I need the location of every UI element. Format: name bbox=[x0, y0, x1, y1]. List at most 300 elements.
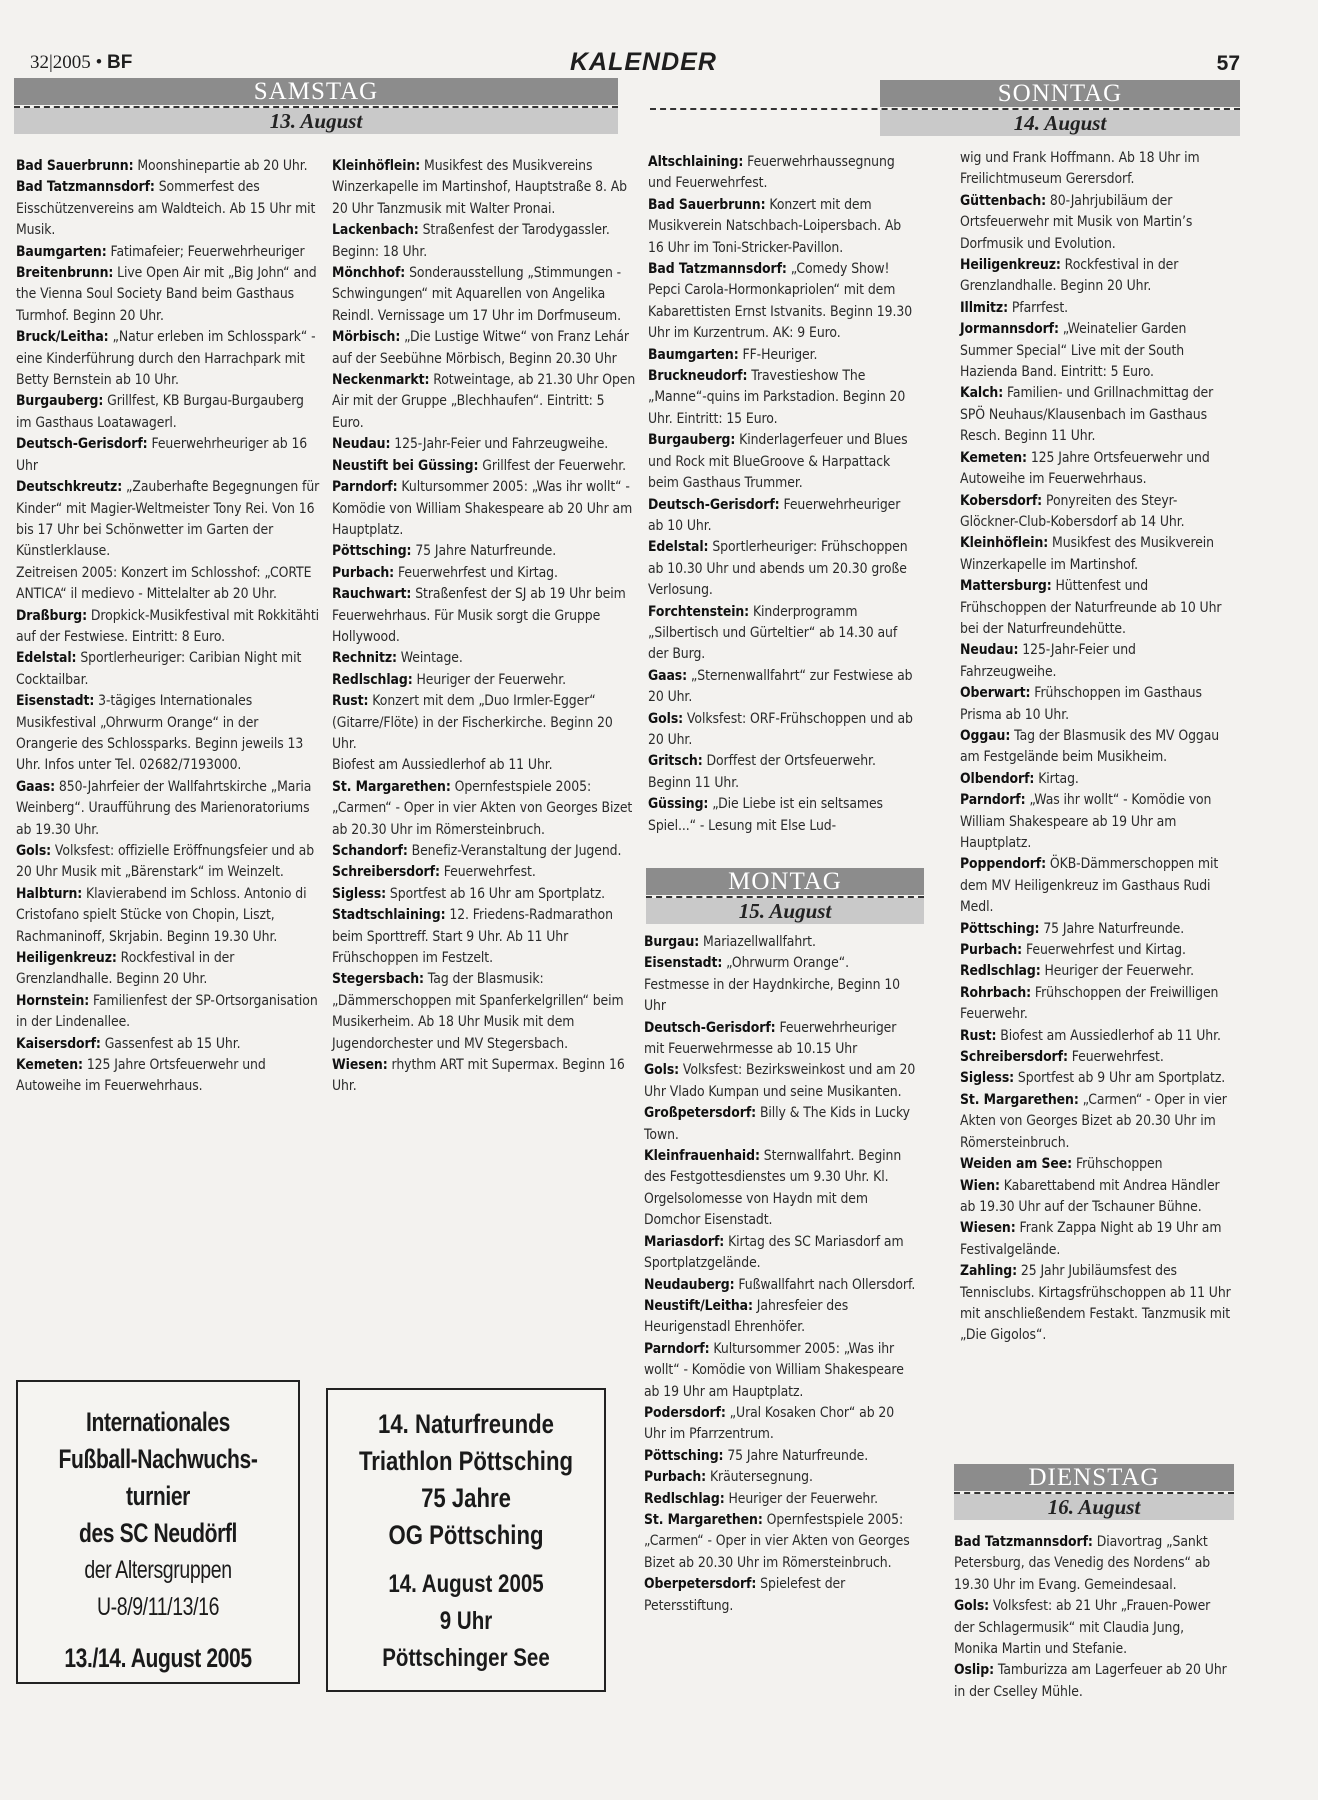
event-place: Mörbisch: bbox=[332, 329, 401, 346]
event-entry bbox=[332, 563, 637, 584]
event-place: Gaas: bbox=[648, 667, 688, 684]
event-description: „Comedy Show! Pepci Carola-Hormonkapriolen“ mit dem Kabarettisten Ernst Istvanits. Beginn 19.30 Uhr im Kurzentrum. AK: 9 Euro. bbox=[648, 261, 913, 342]
event-entry bbox=[644, 1060, 917, 1103]
event-description: Feuerwehrfest. bbox=[1067, 1049, 1164, 1066]
event-description: Heuriger der Feuerwehr. bbox=[1040, 963, 1195, 980]
event-description: Tag der Blasmusik des MV Oggau am Festgelände beim Musikheim. bbox=[960, 727, 1220, 766]
event-place: Baumgarten: bbox=[16, 243, 107, 260]
event-entry bbox=[332, 841, 637, 862]
event-description: Familien- und Grillnachmittag der SPÖ Neuhaus/Klausenbach im Gasthaus Resch. Beginn 11 Uhr. bbox=[960, 385, 1214, 445]
event-place: Pöttsching: bbox=[644, 1447, 724, 1464]
event-description: Mariazellwallfahrt. bbox=[699, 934, 816, 950]
event-description: Volksfest: ORF-Frühschoppen und ab 20 Uhr. bbox=[648, 710, 913, 748]
ad-date: 14. August 2005 bbox=[388, 1570, 544, 1598]
event-description: Pfarrfest. bbox=[1007, 299, 1069, 316]
event-description: Feuerwehrfest. bbox=[439, 864, 536, 881]
event-entry bbox=[332, 584, 637, 648]
event-place: Bruck/Leitha: bbox=[16, 329, 109, 346]
ad-line: 14. Naturfreunde bbox=[378, 1409, 554, 1439]
day-name: MONTAG bbox=[646, 868, 924, 895]
event-description: „Ohrwurm Orange“. Festmesse in der Haydnkirche, Beginn 10 Uhr bbox=[644, 955, 901, 1015]
event-entry bbox=[960, 533, 1235, 576]
event-place: Edelstal: bbox=[16, 650, 77, 667]
event-entry bbox=[332, 1055, 637, 1098]
event-entry bbox=[960, 1176, 1235, 1219]
event-place: Parndorf: bbox=[644, 1340, 710, 1357]
day-date: 16. August bbox=[954, 1494, 1234, 1520]
event-description: Tag der Blasmusik: „Dämmerschoppen mit Spanferkelgrillen“ beim Musikerheim. Ab 18 Uhr Musik mit dem Jugendorchester und MV Stegersbach. bbox=[332, 971, 624, 1052]
event-place: Neckenmarkt: bbox=[332, 372, 430, 389]
event-description: Biofest am Aussiedlerhof ab 11 Uhr. bbox=[332, 757, 553, 774]
sunday-column-1 bbox=[648, 152, 916, 837]
day-date: 14. August bbox=[880, 110, 1240, 136]
event-entry bbox=[16, 884, 321, 948]
event-place: Rohrbach: bbox=[960, 984, 1032, 1001]
event-place: Sigless: bbox=[332, 885, 387, 902]
event-entry bbox=[332, 905, 637, 969]
event-place: Eisenstadt: bbox=[644, 955, 723, 972]
event-place: Halbturn: bbox=[16, 885, 83, 902]
event-entry bbox=[16, 156, 321, 177]
event-entry bbox=[960, 640, 1235, 683]
event-description: Rockfestival in der Grenzlandhalle. Beginn 20 Uhr. bbox=[960, 257, 1179, 295]
event-entry bbox=[332, 370, 637, 434]
event-description: Weintage. bbox=[396, 650, 463, 667]
event-description: 125 Jahre Ortsfeuerwehr und Autoweihe im Feuerwehrhaus. bbox=[960, 449, 1210, 488]
event-description: Moonshinepartie ab 20 Uhr. bbox=[133, 158, 308, 174]
event-place: Draßburg: bbox=[16, 607, 87, 624]
event-place: Gols: bbox=[16, 843, 52, 859]
event-description: Opernfestspiele 2005: „Carmen“ - Oper in vier Akten von Georges Bizet ab 20.30 Uhr im Römersteinbruch. bbox=[644, 1511, 910, 1571]
event-entry bbox=[16, 991, 321, 1034]
event-entry bbox=[332, 263, 637, 327]
day-name: DIENSTAG bbox=[954, 1464, 1234, 1491]
ad-time: 9 Uhr bbox=[439, 1607, 493, 1635]
event-entry bbox=[332, 862, 637, 883]
event-entry bbox=[960, 919, 1235, 940]
event-entry bbox=[16, 606, 321, 649]
event-place: Oberwart: bbox=[960, 685, 1031, 702]
event-place: Deutsch-Gerisdorf: bbox=[16, 436, 148, 453]
event-entry bbox=[644, 932, 917, 953]
event-description: 75 Jahre Naturfreunde. bbox=[723, 1447, 869, 1464]
event-description: Tamburizza am Lagerfeuer ab 20 Uhr in der Cselley Mühle. bbox=[954, 1662, 1227, 1700]
event-entry bbox=[16, 177, 321, 241]
page-number: 57 bbox=[1216, 52, 1240, 75]
event-description: „Ural Kosaken Chor“ ab 20 Uhr im Pfarrzentrum. bbox=[644, 1404, 895, 1443]
event-description: „Die Liebe ist ein seltsames Spiel...“ - Lesung mit Else Lud- bbox=[648, 796, 883, 834]
event-description: Straßenfest der SJ ab 19 Uhr beim Feuerwehrhaus. Für Musik sorgt die Gruppe Hollywood. bbox=[332, 586, 626, 645]
event-description: Spielefest der Petersstiftung. bbox=[644, 1576, 846, 1614]
event-entry bbox=[332, 477, 637, 541]
event-place: St. Margarethen: bbox=[960, 1091, 1079, 1108]
event-place: Purbach: bbox=[332, 564, 395, 581]
tuesday-banner bbox=[954, 1464, 1234, 1522]
event-place: Kobersdorf: bbox=[960, 492, 1043, 509]
event-place: Großpetersdorf: bbox=[644, 1105, 757, 1122]
ad-line: des SC Neudörfl bbox=[79, 1518, 237, 1548]
event-description: Volksfest: ab 21 Uhr „Frauen-Power der Schlagermusik“ mit Claudia Jung, Monika Martin und Stefanie. bbox=[954, 1598, 1211, 1658]
event-entry bbox=[16, 327, 321, 391]
event-description: Fußwallfahrt nach Ollersdorf. bbox=[734, 1276, 916, 1293]
sunday-banner bbox=[650, 80, 1240, 138]
event-description: Dorffest der Ortsfeuerwehr. Beginn 11 Uhr. bbox=[648, 753, 876, 791]
event-entry bbox=[332, 648, 637, 669]
event-description: Konzert mit dem Musikverein Natschbach-Loipersbach. Ab 16 Uhr im Toni-Stricker-Pavillon. bbox=[648, 196, 902, 256]
event-description: „Zauberhafte Begegnungen für Kinder“ mit Magier-Weltmeister Tony Rei. Von 16 bis 17 Uhr bei Schönwetter im Garten der Künstlerklause. bbox=[16, 479, 320, 560]
event-entry bbox=[960, 854, 1235, 918]
event-place: Redlschlag: bbox=[644, 1490, 725, 1507]
event-entry bbox=[16, 263, 321, 327]
event-place: Neudauberg: bbox=[644, 1276, 735, 1293]
ad-line: Internationales bbox=[86, 1407, 230, 1437]
event-entry bbox=[648, 602, 916, 666]
event-place: Bad Tatzmannsdorf: bbox=[648, 261, 787, 278]
event-entry bbox=[16, 648, 321, 691]
event-place: Parndorf: bbox=[960, 792, 1026, 809]
event-description: 125 Jahre Ortsfeuerwehr und Autoweihe im Feuerwehrhaus. bbox=[16, 1057, 266, 1095]
event-entry bbox=[332, 456, 637, 477]
event-entry bbox=[332, 670, 637, 691]
tuesday-column bbox=[954, 1532, 1231, 1703]
event-entry bbox=[644, 1232, 917, 1275]
event-description: Feuerwehrheuriger ab 10 Uhr. bbox=[648, 496, 901, 534]
event-place: Parndorf: bbox=[332, 479, 398, 496]
event-entry bbox=[960, 1026, 1235, 1047]
event-description: Ponyreiten des Steyr-Glöckner-Club-Kobersdorf ab 14 Uhr. bbox=[960, 492, 1185, 530]
event-description: Gassenfest ab 15 Uhr. bbox=[100, 1035, 241, 1052]
event-entry bbox=[648, 195, 916, 259]
saturday-banner bbox=[14, 78, 618, 136]
event-description: Biofest am Aussiedlerhof ab 11 Uhr. bbox=[996, 1027, 1221, 1044]
event-entry bbox=[960, 726, 1235, 769]
event-place: Rust: bbox=[960, 1027, 997, 1044]
event-entry bbox=[332, 884, 637, 905]
event-entry bbox=[644, 1146, 917, 1232]
event-place: Wiesen: bbox=[332, 1057, 388, 1074]
event-entry bbox=[16, 477, 321, 563]
event-description: Sportlerheuriger: Caribian Night mit Cocktailbar. bbox=[16, 650, 302, 688]
event-description: Frühschoppen der Freiwilligen Feuerwehr. bbox=[960, 984, 1219, 1023]
event-place: Neudau: bbox=[332, 436, 391, 453]
ad-line: 75 Jahre bbox=[421, 1483, 511, 1513]
event-entry bbox=[648, 666, 916, 709]
event-entry bbox=[644, 1574, 917, 1617]
event-description: Kabarettabend mit Andrea Händler ab 19.30 Uhr auf der Tschauner Bühne. bbox=[960, 1177, 1220, 1215]
event-place: Wien: bbox=[960, 1177, 1000, 1194]
event-entry bbox=[960, 576, 1235, 640]
event-entry bbox=[960, 298, 1235, 319]
event-place: Deutschkreutz: bbox=[16, 479, 123, 496]
event-entry bbox=[648, 537, 916, 601]
event-place: Deutsch-Gerisdorf: bbox=[644, 1019, 776, 1036]
event-place: Wiesen: bbox=[960, 1220, 1016, 1237]
event-entry bbox=[960, 769, 1235, 790]
event-description: Sportfest ab 9 Uhr am Sportplatz. bbox=[1014, 1070, 1226, 1087]
event-entry bbox=[648, 152, 916, 195]
event-place: Burgau: bbox=[644, 934, 700, 950]
event-description: Jahresfeier des Heurigenstadl Ehrenhöfer. bbox=[644, 1297, 849, 1336]
event-description: Kinderlagerfeuer und Blues und Rock mit BlueGroove & Harpattack beim Gasthaus Trummer. bbox=[648, 432, 908, 492]
event-description: „Sternenwallfahrt“ zur Festwiese ab 20 Uhr. bbox=[648, 667, 913, 706]
event-entry bbox=[960, 191, 1235, 255]
event-place: Gaas: bbox=[16, 778, 56, 795]
event-place: Bad Tatzmannsdorf: bbox=[954, 1534, 1093, 1550]
event-description: Feuerwehrheuriger ab 16 Uhr bbox=[16, 436, 308, 474]
event-description: Opernfestspiele 2005: „Carmen“ - Oper in vier Akten von Georges Bizet ab 20.30 Uhr im Römersteinbruch. bbox=[332, 778, 633, 838]
event-description: Diavortrag „Sankt Petersburg, das Venedig des Nordens“ ab 19.30 Uhr im Evang. Gemeindesaal. bbox=[954, 1534, 1211, 1593]
event-place: Lackenbach: bbox=[332, 222, 419, 239]
event-description: FF-Heuriger. bbox=[738, 346, 818, 363]
day-name: SONNTAG bbox=[880, 80, 1240, 107]
event-place: Kalch: bbox=[960, 385, 1004, 402]
event-description: Volksfest: offizielle Eröffnungsfeier und ab 20 Uhr Musik mit „Bärenstark“ im Weinzelt. bbox=[16, 843, 315, 881]
event-entry bbox=[644, 1339, 917, 1403]
event-entry bbox=[960, 383, 1235, 447]
event-entry bbox=[644, 1103, 917, 1146]
event-entry bbox=[332, 541, 637, 562]
football-tournament-ad bbox=[16, 1380, 300, 1684]
event-entry bbox=[960, 148, 1235, 191]
event-entry bbox=[644, 1018, 917, 1061]
event-description: Heuriger der Feuerwehr. bbox=[412, 671, 567, 688]
event-description: Kultursommer 2005: „Was ihr wollt“ - Komödie von William Shakespeare ab 20 Uhr am Hauptplatz. bbox=[332, 479, 633, 538]
event-entry bbox=[954, 1660, 1231, 1703]
event-description: Kultursommer 2005: „Was ihr wollt“ - Komödie von William Shakespeare ab 19 Uhr am Hauptplatz. bbox=[644, 1340, 904, 1400]
event-entry bbox=[648, 345, 916, 366]
event-place: Kaisersdorf: bbox=[16, 1035, 101, 1052]
event-description: Konzert mit dem „Duo Irmler-Egger“ (Gitarre/Flöte) in der Fischerkirche. Beginn 20 Uhr. bbox=[332, 693, 613, 752]
event-place: Gritsch: bbox=[648, 753, 703, 770]
event-description: Frühschoppen im Gasthaus Prisma ab 10 Uhr. bbox=[960, 685, 1202, 723]
event-entry bbox=[644, 1275, 917, 1296]
event-entry bbox=[332, 969, 637, 1055]
event-entry bbox=[954, 1596, 1231, 1660]
event-description: Rockfestival in der Grenzlandhalle. Beginn 20 Uhr. bbox=[16, 950, 235, 988]
event-entry bbox=[960, 940, 1235, 961]
day-date: 15. August bbox=[646, 898, 924, 924]
event-place: Heiligenkreuz: bbox=[960, 257, 1061, 274]
event-description: Fatimafeier; Feuerwehrheuriger bbox=[106, 243, 305, 260]
event-description: Klavierabend im Schloss. Antonio di Cristofano spielt Stücke von Chopin, Liszt, Rachmaninoff, Skrjabin. Beginn 19.30 Uhr. bbox=[16, 885, 307, 945]
event-place: Neustift/Leitha: bbox=[644, 1297, 753, 1314]
event-entry bbox=[960, 319, 1235, 383]
event-place: Kleinhöflein: bbox=[960, 535, 1049, 552]
event-description: 75 Jahre Naturfreunde. bbox=[1039, 920, 1185, 937]
triathlon-ad bbox=[326, 1388, 606, 1692]
event-place: Poppendorf: bbox=[960, 856, 1047, 873]
event-place: Kleinhöflein: bbox=[332, 158, 421, 174]
event-place: Weiden am See: bbox=[960, 1156, 1073, 1173]
event-place: Olbendorf: bbox=[960, 770, 1035, 787]
event-place: Purbach: bbox=[644, 1469, 707, 1486]
monday-banner bbox=[646, 868, 924, 926]
event-description: 25 Jahr Jubiläumsfest des Tennisclubs. Kirtagsfrühschoppen ab 11 Uhr mit anschließendem Festakt. Tanzmusik mit „Die Gigolos“. bbox=[960, 1263, 1231, 1344]
event-entry bbox=[16, 1034, 321, 1055]
event-entry bbox=[644, 1296, 917, 1339]
event-entry bbox=[332, 777, 637, 841]
event-place: Neustift bei Güssing: bbox=[332, 457, 479, 474]
event-place: Neudau: bbox=[960, 642, 1019, 659]
event-entry bbox=[960, 983, 1235, 1026]
event-entry bbox=[960, 255, 1235, 298]
event-place: Altschlaining: bbox=[648, 154, 744, 170]
event-entry bbox=[648, 259, 916, 345]
event-place: Zahling: bbox=[960, 1263, 1017, 1280]
event-place: Oggau: bbox=[960, 727, 1011, 744]
event-place: Rechnitz: bbox=[332, 650, 397, 667]
event-description: Musikfest des Musikverein Winzerkapelle im Martinshof. bbox=[960, 535, 1215, 573]
event-entry bbox=[648, 751, 916, 794]
event-description: Zeitreisen 2005: Konzert im Schlosshof: „CORTE ANTICA“ il medievo - Mittelalter ab 20 Uhr. bbox=[16, 564, 312, 603]
event-place: Edelstal: bbox=[648, 539, 709, 556]
event-place: Stegersbach: bbox=[332, 971, 424, 988]
event-entry bbox=[648, 430, 916, 494]
event-place: Mönchhof: bbox=[332, 265, 406, 282]
event-entry bbox=[960, 1068, 1235, 1089]
event-place: Gols: bbox=[954, 1598, 990, 1615]
event-description: Dropkick-Musikfestival mit Rokkitähti auf der Festwiese. Eintritt: 8 Euro. bbox=[16, 607, 320, 645]
event-entry bbox=[648, 366, 916, 430]
event-entry bbox=[960, 790, 1235, 854]
event-description: 3-tägiges Internationales Musikfestival „Ohrwurm Orange“ in der Orangerie des Schlossparks. Beginn jeweils 13 Uhr. Infos unter Tel. 02682/7193000. bbox=[16, 693, 304, 774]
event-place: Forchtenstein: bbox=[648, 603, 750, 620]
event-entry bbox=[644, 953, 917, 1017]
event-entry bbox=[960, 1261, 1235, 1347]
event-place: Mariasdorf: bbox=[644, 1233, 725, 1250]
sunday-column-2 bbox=[960, 148, 1235, 1347]
ad-date: 13./14. August 2005 bbox=[64, 1643, 252, 1673]
event-place: Kleinfrauenhaid: bbox=[644, 1148, 760, 1165]
event-place: Redlschlag: bbox=[960, 963, 1041, 980]
event-description: Frank Zappa Night ab 19 Uhr am Festivalgelände. bbox=[960, 1220, 1222, 1258]
event-place: Schreibersdorf: bbox=[960, 1049, 1068, 1066]
event-entry bbox=[16, 391, 321, 434]
ad-line: Fußball-Nachwuchs- bbox=[58, 1444, 258, 1474]
issue-number: 32|2005 bbox=[30, 52, 91, 73]
brand-label: BF bbox=[106, 52, 133, 73]
event-description: „Natur erleben im Schlosspark“ - eine Kinderführung durch den Harrachpark mit Betty Bernstein ab 10 Uhr. bbox=[16, 329, 316, 389]
event-description: 850-Jahrfeier der Wallfahrtskirche „Maria Weinberg“. Uraufführung des Marienoratoriums ab 19.30 Uhr. bbox=[16, 778, 312, 838]
event-place: Bad Sauerbrunn: bbox=[648, 196, 766, 213]
event-description: Frühschoppen bbox=[1072, 1156, 1163, 1173]
event-description: Benefiz-Veranstaltung der Jugend. bbox=[407, 843, 622, 859]
event-place: Deutsch-Gerisdorf: bbox=[648, 496, 780, 513]
event-description: 125-Jahr-Feier und Fahrzeugweihe. bbox=[960, 642, 1136, 680]
event-place: Hornstein: bbox=[16, 992, 90, 1009]
event-description: Feuerwehrheuriger mit Feuerwehrmesse ab 10.15 Uhr bbox=[644, 1019, 897, 1058]
event-description: Kirtag des SC Mariasdorf am Sportplatzgelände. bbox=[644, 1233, 904, 1272]
bullet: • bbox=[95, 52, 103, 73]
event-description: Sportlerheuriger: Frühschoppen ab 10.30 Uhr und abends um 20.30 große Verlosung. bbox=[648, 539, 908, 599]
event-description: Sonderausstellung „Stimmungen - Schwingungen“ mit Aquarellen von Angelika Reindl. Vernissage um 17 Uhr im Dorfmuseum. bbox=[332, 265, 622, 324]
event-description: Grillfest, KB Burgau-Burgauberg im Gasthaus Loatawagerl. bbox=[16, 393, 304, 431]
event-entry bbox=[960, 1218, 1235, 1261]
event-entry bbox=[16, 777, 321, 841]
event-place: Redlschlag: bbox=[332, 671, 413, 688]
event-place: Bruckneudorf: bbox=[648, 368, 748, 385]
event-place: Purbach: bbox=[960, 942, 1023, 959]
event-entry bbox=[960, 491, 1235, 534]
event-place: Burgauberg: bbox=[648, 432, 736, 449]
event-description: wig und Frank Hoffmann. Ab 18 Uhr im Freilichtmuseum Gerersdorf. bbox=[960, 150, 1200, 188]
ad-line: OG Pöttsching bbox=[388, 1520, 544, 1550]
ad-line: U-8/9/11/13/16 bbox=[96, 1593, 220, 1621]
event-description: 12. Friedens-Radmarathon beim Sporttreff. Start 9 Uhr. Ab 11 Uhr Frühschoppen im Festzelt. bbox=[332, 907, 613, 967]
event-description: Feuerwehrfest und Kirtag. bbox=[394, 564, 558, 581]
event-description: Kinderprogramm „Silbertisch und Gürteltier“ ab 14.30 auf der Burg. bbox=[648, 603, 898, 663]
event-description: Straßenfest der Tarodygassler. Beginn: 18 Uhr. bbox=[332, 222, 610, 260]
event-entry bbox=[644, 1403, 917, 1446]
event-description: „Weinatelier Garden Summer Special“ Live mit der South Hazienda Band. Eintritt: 5 Euro. bbox=[960, 321, 1187, 381]
event-entry bbox=[954, 1532, 1231, 1596]
event-entry bbox=[648, 794, 916, 837]
event-description: 125-Jahr-Feier und Fahrzeugweihe. bbox=[390, 436, 609, 453]
event-description: Kräutersegnung. bbox=[706, 1469, 813, 1486]
event-entry bbox=[16, 1055, 321, 1098]
event-entry bbox=[332, 327, 637, 370]
event-description: Rotweintage, ab 21.30 Uhr Open Air mit der Gruppe „Blechhaufen“. Eintritt: 5 Euro. bbox=[332, 372, 636, 431]
ad-line: Triathlon Pöttsching bbox=[358, 1446, 574, 1476]
section-title: KALENDER bbox=[570, 48, 717, 76]
event-entry bbox=[16, 242, 321, 263]
event-description: Familienfest der SP-Ortsorganisation in der Lindenallee. bbox=[16, 992, 318, 1031]
event-place: Sigless: bbox=[960, 1070, 1015, 1087]
event-entry bbox=[960, 448, 1235, 491]
event-place: Rust: bbox=[332, 693, 369, 710]
event-place: Illmitz: bbox=[960, 299, 1008, 316]
event-entry bbox=[644, 1446, 917, 1467]
event-description: Volksfest: Bezirksweinkost und am 20 Uhr Vlado Kumpan und seine Musikanten. bbox=[644, 1062, 916, 1100]
event-place: Gols: bbox=[648, 710, 684, 727]
event-place: St. Margarethen: bbox=[644, 1511, 763, 1528]
event-description: ÖKB-Dämmerschoppen mit dem MV Heiligenkreuz im Gasthaus Rudi Medl. bbox=[960, 856, 1219, 916]
event-entry bbox=[960, 683, 1235, 726]
event-entry bbox=[16, 563, 321, 606]
day-name: SAMSTAG bbox=[14, 78, 618, 105]
event-place: Oslip: bbox=[954, 1662, 994, 1679]
event-place: Baumgarten: bbox=[648, 346, 739, 363]
event-entry bbox=[16, 434, 321, 477]
event-description: Live Open Air mit „Big John“ and the Vienna Soul Society Band beim Gasthaus Turmhof. Beginn 20 Uhr. bbox=[16, 265, 317, 324]
event-description: 75 Jahre Naturfreunde. bbox=[411, 543, 557, 560]
event-place: Pöttsching: bbox=[332, 543, 412, 560]
event-description: Sportfest ab 16 Uhr am Sportplatz. bbox=[386, 885, 606, 902]
event-entry bbox=[16, 691, 321, 777]
event-entry bbox=[16, 841, 321, 884]
event-description: Feuerwehrfest und Kirtag. bbox=[1022, 942, 1186, 959]
event-place: Kemeten: bbox=[960, 449, 1027, 466]
event-description: Grillfest der Feuerwehr. bbox=[478, 457, 627, 474]
event-place: Jormannsdorf: bbox=[960, 321, 1059, 338]
event-entry bbox=[332, 691, 637, 755]
event-place: Burgauberg: bbox=[16, 393, 104, 410]
event-entry bbox=[16, 948, 321, 991]
event-entry bbox=[332, 156, 637, 220]
event-place: Pöttsching: bbox=[960, 920, 1040, 937]
event-place: Eisenstadt: bbox=[16, 693, 95, 710]
event-description: „Carmen“ - Oper in vier Akten von Georges Bizet ab 20.30 Uhr im Römersteinbruch. bbox=[960, 1091, 1227, 1151]
event-description: Hüttenfest und Frühschoppen der Naturfreunde ab 10 Uhr bei der Naturfreundehütte. bbox=[960, 578, 1222, 637]
event-description: Billy & The Kids in Lucky Town. bbox=[644, 1105, 910, 1143]
event-entry bbox=[960, 1090, 1235, 1154]
event-description: „Die Lustige Witwe“ von Franz Lehár auf der Seebühne Mörbisch, Beginn 20.30 Uhr bbox=[332, 329, 629, 367]
ad-location: Pöttschinger See bbox=[382, 1644, 550, 1672]
event-description: Heuriger der Feuerwehr. bbox=[724, 1490, 879, 1507]
day-date: 13. August bbox=[14, 108, 618, 134]
event-description: rhythm ART mit Supermax. Beginn 16 Uhr. bbox=[332, 1057, 625, 1095]
event-place: Oberpetersdorf: bbox=[644, 1576, 757, 1593]
